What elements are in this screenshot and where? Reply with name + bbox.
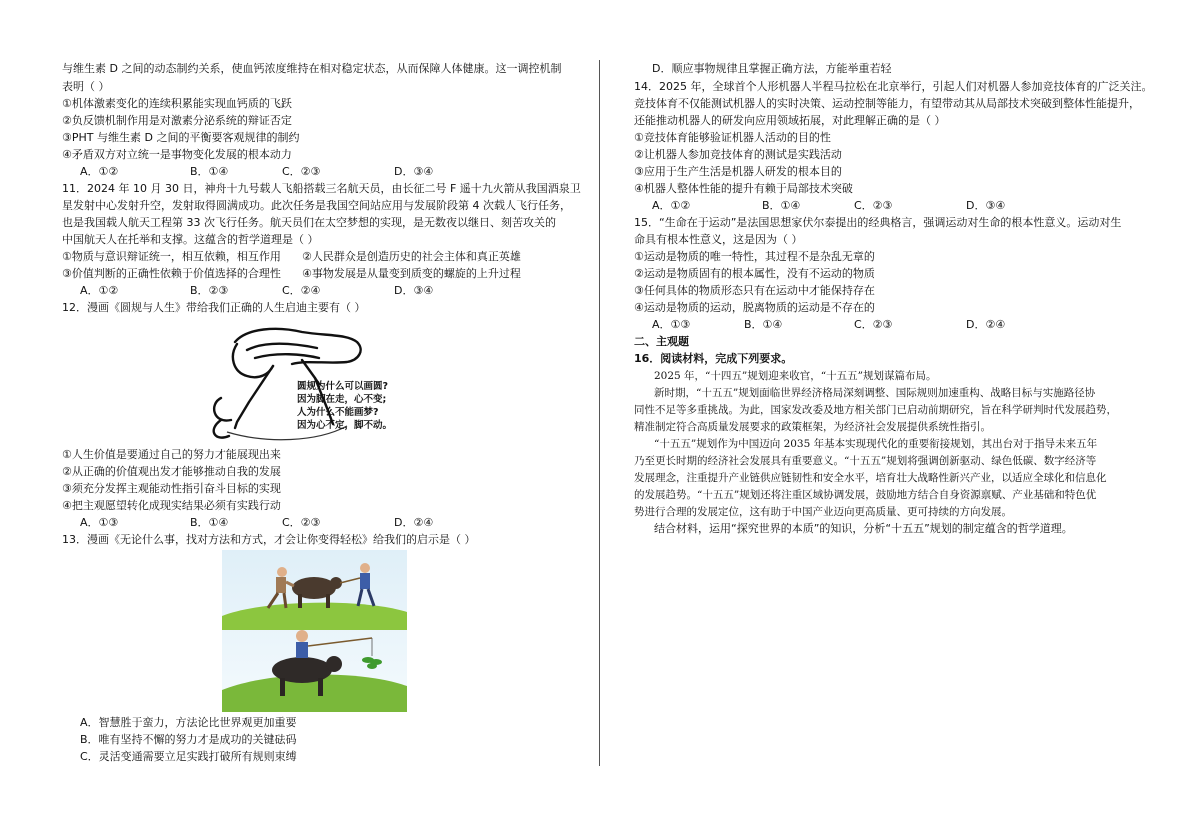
q10-statement: ②负反馈机制作用是对激素分泌系统的辩证否定 [62,114,292,127]
q15-option-c[interactable]: C．②③ [854,318,893,331]
cartoon-caption-line: 人为什么不能画梦? [297,407,379,418]
q16-stem: 16．阅读材料，完成下列要求。 [634,352,793,365]
q14-stem: 还能推动机器人的研发向应用领域拓展，对此理解正确的是（ ） [634,114,946,127]
q11-stem: 星发射中心发射升空，发射取得圆满成功。此次任务是我国空间站应用与发展阶段第 4 次载人飞行任务， [62,199,571,212]
q13-option-c[interactable]: C．灵活变通需要立足实践打破所有规则束缚 [80,750,297,763]
q10-option-d[interactable]: D．③④ [394,165,434,178]
section-title: 二、主观题 [634,335,689,348]
q12-option-d[interactable]: D．②④ [394,516,434,529]
q15-option-a[interactable]: A．①③ [652,318,691,331]
q13-option-a[interactable]: A．智慧胜于蛮力，方法论比世界观更加重要 [80,716,297,729]
q16-requirement: 结合材料，运用“探究世界的本质”的知识，分析“十五五”规划的制定蕴含的哲学道理。 [654,522,1073,535]
q10-option-b[interactable]: B．①④ [190,165,229,178]
q15-statement: ④运动是物质的运动，脱离物质的运动是不存在的 [634,301,875,314]
q14-statement: ①竞技体育能够验证机器人活动的目的性 [634,131,831,144]
q12-option-a[interactable]: A．①③ [80,516,119,529]
q11-statement: ②人民群众是创造历史的社会主体和真正英雄 [302,250,521,263]
q15-option-b[interactable]: B．①④ [744,318,783,331]
q11-option-d[interactable]: D．③④ [394,284,434,297]
q13-stem: 13．漫画《无论什么事，找对方法和方式，才会让你变得轻松》给我们的启示是（ ） [62,533,476,546]
q13-option-b[interactable]: B．唯有坚持不懈的努力才是成功的关键砝码 [80,733,297,746]
q10-statement: ④矛盾双方对立统一是事物变化发展的根本动力 [62,148,292,161]
q11-option-c[interactable]: C．②④ [282,284,321,297]
q16-material: 发展理念，注重提升产业链供应链韧性和安全水平，培育壮大战略性新兴产业，以适应全球化和信息化 [634,472,1107,484]
q11-stem: 也是我国载人航天工程第 33 次飞行任务。航天员们在太空梦想的实现，是无数夜以继日、刻苦攻关的 [62,216,556,229]
q11-option-b[interactable]: B．②③ [190,284,229,297]
q12-statement: ④把主观愿望转化成现实结果必须有实践行动 [62,499,281,512]
q12-statement: ②从正确的价值观出发才能够推动自我的发展 [62,465,281,478]
q15-option-d[interactable]: D．②④ [966,318,1006,331]
q14-stem: 竞技体育不仅能测试机器人的实时决策、运动控制等能力，有望带动其从局部技术突破到整体性能提升， [634,97,1140,110]
q10-statement: ③PHT 与维生素 D 之间的平衡要客观规律的制约 [62,131,300,144]
q16-material: 势进行合理的发展定位，这有助于中国产业迈向更高质量、更可持续的方向发展。 [634,506,1012,518]
q12-option-c[interactable]: C．②③ [282,516,321,529]
q10-option-a[interactable]: A．①② [80,165,119,178]
q14-option-a[interactable]: A．①② [652,199,691,212]
q14-option-c[interactable]: C．②③ [854,199,893,212]
q16-material: 新时期，“十五五”规划面临世界经济格局深刻调整、国际规则加速重构、战略目标与实施路径协 [654,387,1096,399]
q11-statement: ①物质与意识辩证统一，相互依赖，相互作用 [62,250,281,263]
cartoon-caption [297,380,392,432]
q14-option-b[interactable]: B．①④ [762,199,801,212]
q16-material: 的发展趋势。“十五五”规划还将注重区域协调发展，鼓励地方结合自身资源禀赋、产业基础和特色优 [634,489,1097,501]
q14-statement: ②让机器人参加竞技体育的测试是实践活动 [634,148,842,161]
q13-option-d[interactable]: D．顺应事物规律且掌握正确方法，方能举重若轻 [652,62,892,75]
q14-statement: ④机器人整体性能的提升有赖于局部技术突破 [634,182,853,195]
q11-stem: 11．2024 年 10 月 30 日，神舟十九号载人飞船搭载三名航天员，由长征二号 F 遥十九火箭从我国酒泉卫 [62,182,581,195]
q11-statement: ④事物发展是从量变到质变的螺旋的上升过程 [302,267,521,280]
q15-statement: ③任何具体的物质形态只有在运动中才能保持存在 [634,284,875,297]
intro-line: 表明（ ） [62,80,110,93]
cartoon-caption-line: 圆规为什么可以画圆? [297,381,389,392]
q12-stem: 12．漫画《圆规与人生》带给我们正确的人生启迪主要有（ ） [62,301,366,314]
q10-statement: ①机体激素变化的连续积累能实现血钙质的飞跃 [62,97,292,110]
q16-material: “十五五”规划作为中国迈向 2035 年基本实现现代化的重要衔接规划，其出台对于指导未来五年 [654,438,1098,450]
ox-cartoon-drawing [222,550,407,712]
q15-statement: ②运动是物质固有的根本属性，没有不运动的物质 [634,267,875,280]
ox-cartoon-image [222,550,407,712]
intro-line: 与维生素 D 之间的动态制约关系，使血钙浓度维持在相对稳定状态，从而保障人体健康。这一调控机制 [62,62,562,75]
column-divider [599,60,600,766]
q15-stem: 命具有根本性意义，这是因为（ ） [634,233,803,246]
q11-statement: ③价值判断的正确性依赖于价值选择的合理性 [62,267,281,280]
q11-option-a[interactable]: A．①② [80,284,119,297]
compass-cartoon-image [207,320,407,445]
q16-material: 乃至更长时期的经济社会发展具有重要意义。“十五五”规划将强调创新驱动、绿色低碳、数字经济等 [634,455,1097,467]
q16-material: 精准制定符合高质量发展要求的政策框架，为经济社会发展提供系统性指引。 [634,421,991,433]
q15-statement: ①运动是物质的唯一特性，其过程不是杂乱无章的 [634,250,875,263]
q14-statement: ③应用于生产生活是机器人研发的根本目的 [634,165,842,178]
cartoon-caption-line: 因为脚在走，心不变; [297,394,387,405]
q14-stem: 14．2025 年，全球首个人形机器人半程马拉松在北京举行，引起人们对机器人参加竞技体育的广泛关注。 [634,80,1153,93]
q15-stem: 15．“生命在于运动”是法国思想家伏尔泰提出的经典格言，强调运动对生命的根本性意义。运动对生 [634,216,1122,229]
q16-material: 同性不足等多重挑战。为此，国家发改委及地方相关部门已启动前期研究，旨在科学研判时代发展趋势， [634,404,1117,416]
q12-statement: ①人生价值是要通过自己的努力才能展现出来 [62,448,281,461]
q14-option-d[interactable]: D．③④ [966,199,1006,212]
q16-material: 2025 年，“十四五”规划迎来收官，“十五五”规划谋篇布局。 [654,370,937,382]
q12-option-b[interactable]: B．①④ [190,516,229,529]
q10-option-c[interactable]: C．②③ [282,165,321,178]
cartoon-caption-line: 因为心不定，脚不动。 [297,420,393,431]
q11-stem: 中国航天人在托举和支撑。这蕴含的哲学道理是（ ） [62,233,319,246]
q12-statement: ③须充分发挥主观能动性指引奋斗目标的实现 [62,482,281,495]
